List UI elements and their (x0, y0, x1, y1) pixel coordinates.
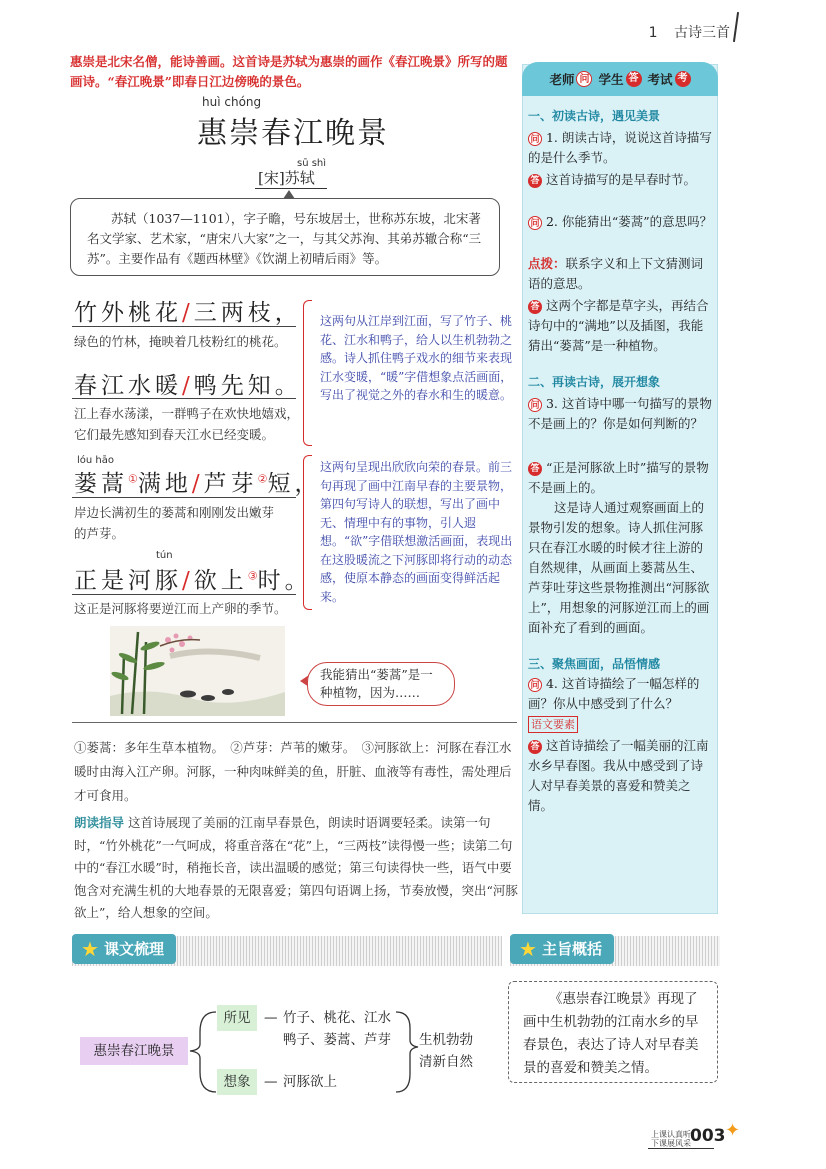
footer-slogan-2: 下课展风采 (651, 1139, 691, 1148)
tag-row (528, 714, 714, 734)
chapter-header (649, 22, 730, 42)
question-icon: 问 (528, 132, 542, 146)
hint (528, 254, 714, 294)
header-divider (733, 12, 739, 42)
question-2 (528, 212, 714, 232)
pause-mark: / (191, 471, 204, 497)
question-1-text: 1. 朗读古诗，说说这首诗描写的是什么季节。 (528, 130, 712, 165)
speech-bubble: 我能猜出“蒌蒿”是一种植物，因为…… (307, 662, 455, 706)
question-4-text: 4. 这首诗描绘了一幅怎样的画？你从中感受到了什么？ (528, 676, 700, 711)
answer-4-text: 这首诗描绘了一幅美丽的江南水乡早春图。我从中感受到了诗人对早春美景的喜爱和赞美之情。 (528, 738, 709, 813)
tree-result-1: 生机勃勃 (419, 1032, 473, 1048)
poem-rule (72, 594, 296, 595)
branch-imagined: 想象 (217, 1069, 257, 1095)
footer-slogan-1: 上课认真听 (651, 1130, 691, 1139)
title-pinyin: huì chóng (202, 95, 262, 109)
poem-line-4-b: 欲上 (193, 568, 248, 594)
question-1 (528, 128, 714, 168)
footer-slogan (651, 1130, 691, 1148)
poem-line-3 (74, 465, 322, 498)
answer-icon: 答 (528, 462, 542, 476)
answer-3-explanation: 这是诗人通过观察画面上的景物引发的想象。诗人抓住河豚只在春江水暖的时候才往上游的自然规律，从画面上蒌蒿丛生、芦芽吐芽这些景物推测出“河豚欲上”，用想象的河豚逆江而上的画面补充了看到的画面。 (528, 500, 710, 635)
teacher-label: 老师 (549, 72, 575, 87)
poem-rule (72, 398, 296, 399)
panel-section-2: 二、再读古诗，展开想象 (528, 375, 661, 389)
theme-summary: 《惠崇春江晚景》再现了画中生机勃勃的江南水乡的早春景色，表达了诗人对早春美景的喜爱和赞美之情。 (508, 981, 718, 1083)
question-icon: 问 (528, 398, 542, 412)
poem-line-2 (74, 367, 302, 400)
footnotes: ①蒌蒿：多年生草本植物。 ②芦芽：芦苇的嫩芽。 ③河豚欲上：河豚在春江水暖时由海入江产卵。河豚，一种肉味鲜美的鱼，肝脏、血液等有毒性，需处理后才可食用。 (74, 740, 512, 803)
hint-text: 联系字义和上下文猜测词语的意思。 (528, 256, 704, 291)
section-rule (72, 722, 517, 723)
section-label-theme: 主旨概括 (510, 934, 614, 964)
tree-root: 惠崇春江晚景 (80, 1037, 188, 1065)
star-icon: ★ (81, 937, 99, 961)
poem-line-3-d: 短， (267, 471, 322, 497)
answer-2-text: 这两个字都是草字头，再结合诗句中的“满地”以及插图，我能猜出“蒌蒿”是一种植物。 (528, 298, 709, 353)
reading-guide-label: 朗读指导 (74, 815, 125, 830)
poem-author: [宋]苏轼 (258, 169, 315, 187)
panel-section-1: 一、初读古诗，遇见美景 (528, 109, 661, 123)
poem-line-3-a: 蒌蒿 (74, 471, 128, 497)
hint-label: 点拨： (528, 256, 566, 271)
answer-icon: 答 (626, 71, 642, 87)
note-2: 这两句呈现出欣欣向荣的春景。前三句再现了画中江南早春的主要景物，第四句写诗人的联想，写出了画中无、情理中有的事物，引人遐想。“欲”字借联想激活画面，表现出在这股暖流之下河豚即将行动的动态感，使原本静态的画面变得鲜活起来。 (320, 460, 513, 604)
language-element-tag: 语文要素 (528, 716, 578, 733)
qa-panel-header (522, 62, 718, 96)
tree-result-2: 清新自然 (419, 1054, 473, 1070)
section-label-structure: 课文梳理 (72, 934, 176, 964)
author-pinyin: sū shì (297, 158, 327, 169)
footnote-mark-1: ① (128, 472, 138, 486)
reading-guide (74, 812, 520, 925)
question-4 (528, 674, 714, 714)
footnote-mark-3: ③ (247, 569, 258, 583)
question-3 (528, 394, 714, 434)
branch-seen-line-2: 鸭子、蒌蒿、芦芽 (283, 1032, 391, 1048)
intro-text: 惠崇是北宋名僧，能诗善画。这首诗是苏轼为惠崇的画作《春江晚景》所写的题画诗。“春江晚景”即春日江边傍晚的景色。 (70, 54, 508, 89)
pause-mark: / (182, 373, 194, 399)
pause-mark: / (182, 568, 194, 594)
ink-painting-illustration (110, 626, 285, 716)
author-underline (255, 188, 327, 189)
branch-seen-dash: — (264, 1010, 278, 1026)
page-number: 003 (690, 1126, 726, 1146)
answer-3 (528, 458, 714, 498)
branch-imagined-dash: — (264, 1074, 278, 1090)
note-bracket (303, 300, 312, 446)
poem-line-2-b: 鸭先知。 (193, 373, 302, 399)
answer-2 (528, 296, 714, 356)
answer-3-text: “正是河豚欲上时”描写的景物不是画上的。 (528, 460, 709, 495)
author-bio: 苏轼（1037—1101），字子瞻，号东坡居士，世称苏东坡，北宋著名文学家、艺术家，“唐宋八大家”之一，与其父苏洵、其弟苏辙合称“三苏”。主要作品有《题西林壁》《饮湖上初晴后雨》等。 (70, 198, 500, 276)
poem-line-1-b: 三两枝， (193, 300, 302, 326)
mascot-icon: ✦ (725, 1120, 741, 1141)
poem-title: 惠崇春江晚景 (197, 116, 389, 151)
chapter-number: 1 (648, 25, 658, 41)
question-2-text: 2. 你能猜出“蒌蒿”的意思吗？ (545, 214, 713, 229)
poem-line-4 (74, 562, 312, 595)
branch-seen: 所见 (217, 1005, 257, 1031)
footer-rule (648, 1148, 714, 1149)
poem-line-2-a: 春江水暖 (74, 373, 182, 399)
note-1: 这两句从江岸到江面，写了竹子、桃花、江水和鸭子，给人以生机勃勃之感。诗人抓住鸭子戏水的细节来表现江水变暖，“暖”字借想象点活画面，写出了视觉之外的春水和生的暖意。 (320, 314, 513, 402)
pause-mark: / (182, 300, 194, 326)
exam-icon: 考 (675, 71, 691, 87)
answer-icon: 答 (528, 174, 542, 188)
translation-1: 绿色的竹林，掩映着几枝粉红的桃花。 (74, 334, 287, 349)
branch-imagined-line: 河豚欲上 (283, 1074, 337, 1090)
poem-line-4-c: 时。 (257, 568, 312, 594)
poem-line-1-a: 竹外桃花 (74, 300, 182, 326)
panel-section-3: 三、聚焦画面，品悟情感 (528, 657, 661, 671)
translation-4: 这正是河豚将要逆江而上产卵的季节。 (74, 601, 287, 616)
poem-line-3-b: 满地 (137, 471, 192, 497)
answer-4 (528, 736, 714, 816)
branch-seen-line-1: 竹子、桃花、江水 (283, 1010, 391, 1026)
answer-1 (528, 170, 714, 190)
reading-guide-text: 这首诗展现了美丽的江南早春景色，朗读时语调要轻柔。读第一句时，“竹外桃花”一气呵成，将重音落在“花”上，“三两枝”读得慢一些；读第二句中的“春江水暖”时，稍拖长音，读出温暖的感觉；第三句读得快一些，语气中要饱含对充满生机的大地春景的无限喜爱；第四句语调上扬，节奏放慢，突出“河豚欲上”，给人想象的空间。 (74, 815, 518, 920)
poem-line-4-a: 正是河豚 (74, 568, 182, 594)
question-3-text: 3. 这首诗中哪一句描写的景物不是画上的？你是如何判断的？ (528, 396, 712, 431)
footnote-mark-2: ② (257, 472, 268, 486)
poem-rule (72, 497, 296, 498)
poem-line-3-c: 芦芽 (203, 471, 258, 497)
question-icon: 问 (528, 216, 542, 230)
chapter-title: 古诗三首 (674, 25, 730, 41)
answer-1-text: 这首诗描写的是早春时节。 (545, 172, 696, 187)
student-label: 学生 (598, 72, 624, 87)
line-4-pinyin: tún (156, 550, 173, 561)
line-3-pinyin: lóu hāo (77, 455, 114, 466)
answer-icon: 答 (528, 300, 542, 314)
poem-line-1 (74, 294, 302, 327)
poem-rule (72, 326, 296, 327)
answer-icon: 答 (528, 740, 542, 754)
translation-3: 岸边长满初生的蒌蒿和刚刚发出嫩芽的芦芽。 (74, 505, 275, 541)
star-icon: ★ (519, 937, 537, 961)
translation-2: 江上春水荡漾，一群鸭子在欢快地嬉戏，它们最先感知到春天江水已经变暖。 (74, 406, 300, 442)
ask-icon: 问 (576, 71, 592, 87)
note-bracket (303, 455, 312, 610)
question-icon: 问 (528, 678, 542, 692)
exam-label: 考试 (647, 72, 673, 87)
